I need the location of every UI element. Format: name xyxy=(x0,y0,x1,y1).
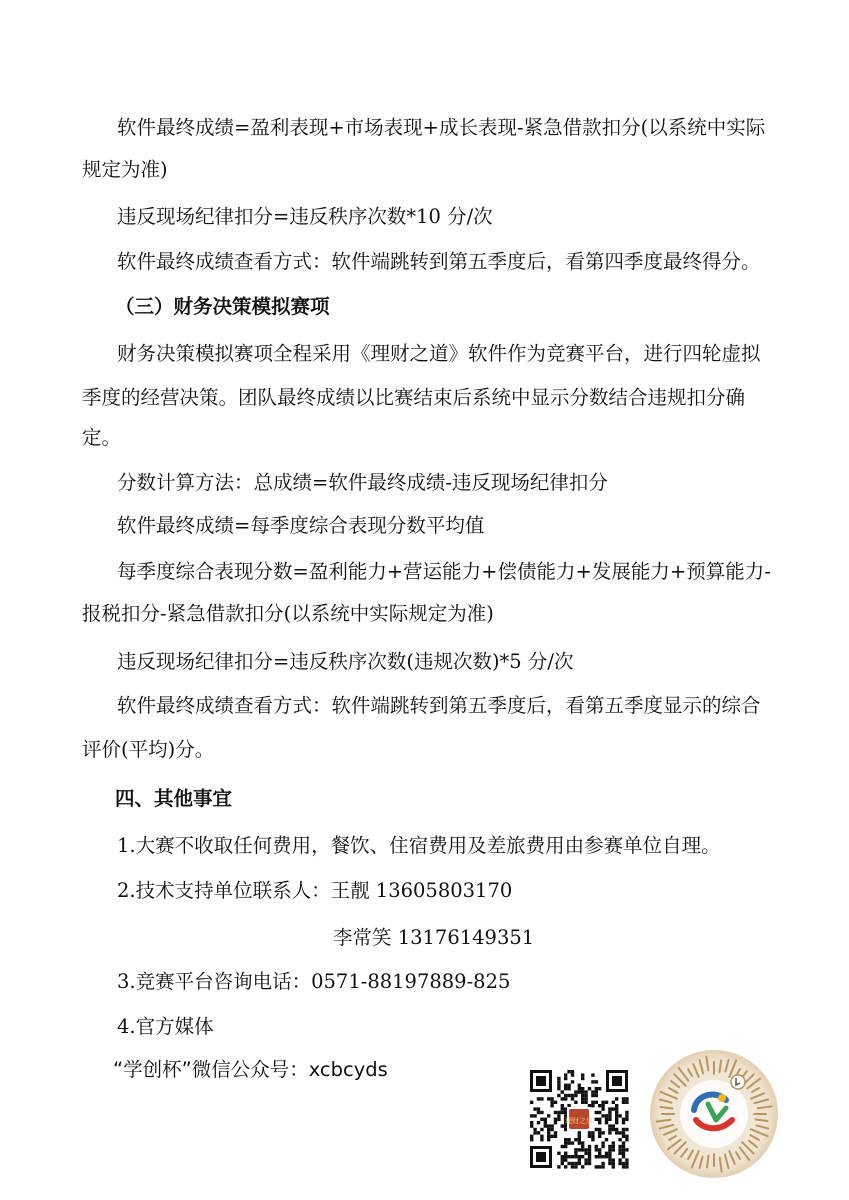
text-line: 违反现场纪律扣分=违反秩序次数(违规次数)*5 分/次 xyxy=(117,650,574,673)
text-line: 每季度综合表现分数=盈利能力+营运能力+偿债能力+发展能力+预算能力- xyxy=(117,560,771,583)
contact-line: 2.技术支持单位联系人：王靓 13605803170 xyxy=(117,879,513,902)
qr-code-graphic xyxy=(528,1068,630,1170)
text-line: 软件最终成绩查看方式：软件端跳转到第五季度后，看第五季度显示的综合 xyxy=(117,694,761,717)
section-heading: 四、其他事宜 xyxy=(115,787,233,810)
text-line: 软件最终成绩查看方式：软件端跳转到第五季度后，看第四季度最终得分。 xyxy=(117,250,761,273)
wechat-line: “学创杯”微信公众号：xcbcyds xyxy=(113,1058,388,1081)
qr-code xyxy=(528,1068,630,1170)
text-line: 软件最终成绩=盈利表现+市场表现+成长表现-紧急借款扣分(以系统中实际 xyxy=(117,116,766,139)
text-line: 季度的经营决策。团队最终成绩以比赛结束后系统中显示分数结合违规扣分确 xyxy=(82,386,746,409)
mini-program-logo xyxy=(650,1050,778,1178)
text-line: 规定为准) xyxy=(82,158,168,181)
section-heading: （三）财务决策模拟赛项 xyxy=(115,295,330,318)
text-line: 4.官方媒体 xyxy=(117,1015,214,1038)
text-line: 分数计算方法：总成绩=软件最终成绩-违反现场纪律扣分 xyxy=(117,471,608,494)
text-line: 定。 xyxy=(82,426,122,449)
text-line: 财务决策模拟赛项全程采用《理财之道》软件作为竞赛平台，进行四轮虚拟 xyxy=(117,342,761,365)
text-line: 违反现场纪律扣分=违反秩序次数*10 分/次 xyxy=(117,205,493,228)
text-line: 1.大赛不收取任何费用，餐饮、住宿费用及差旅费用由参赛单位自理。 xyxy=(117,834,721,857)
text-line: 报税扣分-紧急借款扣分(以系统中实际规定为准) xyxy=(82,602,494,625)
contact-line: 李常笑 13176149351 xyxy=(333,926,535,949)
text-line: 评价(平均)分。 xyxy=(82,738,215,761)
mini-program-code xyxy=(650,1050,778,1178)
phone-line: 3.竞赛平台咨询电话：0571-88197889-825 xyxy=(117,970,511,993)
qr-badge-text: 理财之道 xyxy=(565,1117,593,1125)
text-line: 软件最终成绩=每季度综合表现分数平均值 xyxy=(117,514,485,537)
